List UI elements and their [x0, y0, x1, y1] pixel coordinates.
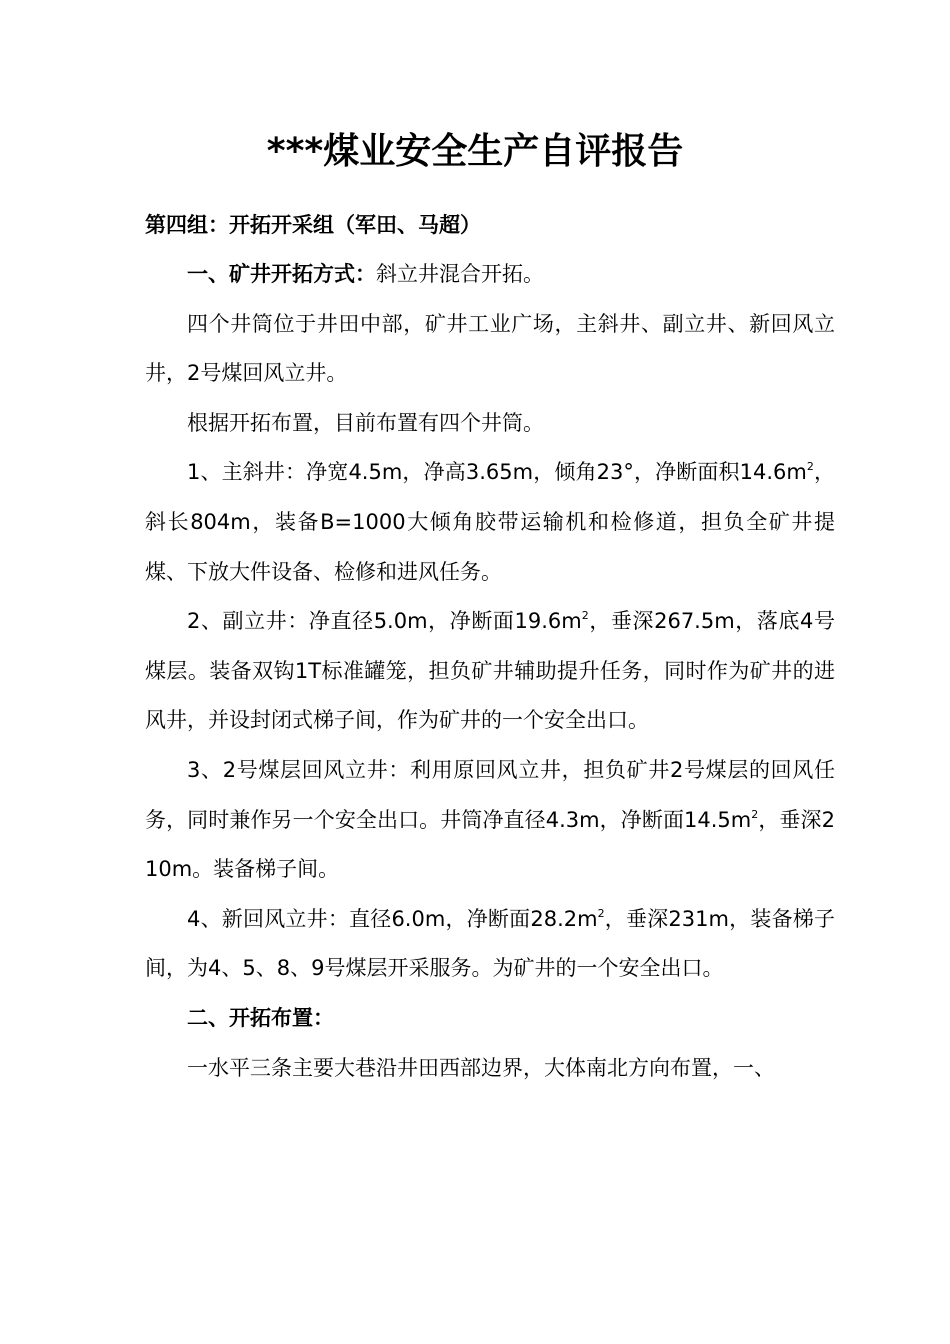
item2-text-a: 2、副立井：净直径5.0m，净断面19.6m [187, 609, 582, 634]
last-paragraph: 一水平三条主要大巷沿井田西部边界，大体南北方向布置，一、 [187, 1055, 775, 1080]
document-title: ***煤业安全生产自评报告 [266, 131, 684, 172]
item2-text-b: ，垂深267.5m，落底4号煤层。装备双钩1T标准罐笼，担负矿井辅助提升任务，同时作为矿井的进风井，并设封闭式梯子间，作为矿井的一个安全出口。 [145, 609, 836, 733]
layout-paragraph: 根据开拓布置，目前布置有四个井筒。 [187, 410, 544, 435]
shafts-location-paragraph: 四个井筒位于井田中部，矿井工业广场，主斜井、副立井、新回风立井，2号煤回风立井。 [145, 311, 835, 386]
section1-heading: 一、矿井开拓方式： [187, 262, 376, 286]
item1-text-b: ，斜长804m，装备B=1000大倾角胶带运输机和检修道，担负全矿井提煤、下放大件设备、检修和进风任务。 [145, 460, 835, 584]
document-body [145, 250, 835, 1093]
superscript: 2 [751, 807, 759, 821]
superscript: 2 [581, 609, 589, 623]
section1-text: 斜立井混合开拓。 [376, 262, 544, 286]
item4-text-a: 4、新回风立井：直径6.0m，净断面28.2m [187, 906, 598, 931]
group-heading: 第四组：开拓开采组（军田、马超） [145, 213, 481, 237]
item3-text-b: ，垂深210m。装备梯子间。 [145, 807, 835, 882]
superscript: 2 [597, 906, 605, 920]
item1-text-a: 1、主斜井：净宽4.5m，净高3.65m，倾角23°，净断面积14.6m [187, 460, 807, 485]
return-air-shaft-2-paragraph [145, 746, 835, 895]
item3-text-a: 3、2号煤层回风立井：利用原回风立井，担负矿井2号煤层的回风任务，同时兼作另一个安全出口。井筒净直径4.3m，净断面14.5m [145, 757, 835, 832]
auxiliary-shaft-paragraph [145, 597, 835, 746]
superscript: 2 [806, 460, 814, 474]
new-return-air-shaft-paragraph [145, 895, 835, 994]
main-incline-shaft-paragraph [145, 448, 835, 597]
section1-paragraph [145, 250, 835, 300]
section2-heading: 二、开拓布置： [187, 1005, 334, 1030]
item4-text-b: ，垂深231m，装备梯子间，为4、5、8、9号煤层开采服务。为矿井的一个安全出口。 [145, 906, 835, 981]
